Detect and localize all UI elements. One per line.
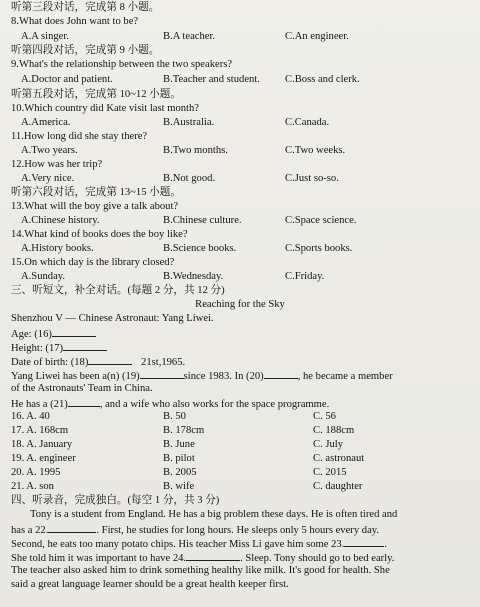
- q14-question: 14.What kind of books does the boy like?: [11, 229, 188, 240]
- section-header-5: 听第五段对话，完成第 10~12 小题。: [11, 89, 181, 100]
- choice-21-c: C. daughter: [313, 481, 363, 492]
- monologue-line-3: [11, 537, 480, 551]
- q11-option-b: B.Two months.: [163, 145, 228, 156]
- q13-option-b: B.Chinese culture.: [163, 215, 242, 226]
- monologue-line-1: Tony is a student from England. He has a big problem these days. He is often tired and: [30, 509, 398, 520]
- answer-blank-22[interactable]: [48, 523, 96, 533]
- choice-16-a: 16. A. 40: [11, 411, 50, 422]
- profile-paragraph-line-2: of the Astronauts' Team in China.: [11, 383, 153, 394]
- height-label: Height: (17): [11, 343, 64, 354]
- q8-question: 8.What does John want to be?: [11, 16, 139, 27]
- answer-blank-21[interactable]: [68, 397, 100, 407]
- para3-part-a: He has a (21): [11, 399, 68, 410]
- para1-part-a: Yang Liwei has been a(n) (19): [11, 371, 140, 382]
- q10-option-b: B.Australia.: [163, 117, 215, 128]
- dob-label: Date of birth: (18): [11, 357, 89, 368]
- q12-option-a: A.Very nice.: [21, 173, 75, 184]
- monologue-l3-part-a: Second, he eats too many potato chips. His teacher Miss Li gave him some 23.: [11, 539, 345, 550]
- age-line: [11, 327, 480, 341]
- q9-option-b: B.Teacher and student.: [163, 74, 260, 85]
- choice-17-b: B. 178cm: [163, 425, 205, 436]
- passage-title: Reaching for the Sky: [195, 299, 285, 310]
- answer-blank-17[interactable]: [63, 341, 107, 351]
- monologue-l2-part-a: has a 22.: [11, 525, 49, 536]
- choice-19-b: B. pilot: [163, 453, 195, 464]
- q10-question: 10.Which country did Kate visit last month?: [11, 103, 200, 114]
- choice-19-a: 19. A. engineer: [11, 453, 76, 464]
- q12-question: 12.How was her trip?: [11, 159, 103, 170]
- choice-21-a: 21. A. son: [11, 481, 54, 492]
- choice-17-a: 17. A. 168cm: [11, 425, 69, 436]
- q14-option-a: A.History books.: [21, 243, 94, 254]
- q15-option-c: C.Friday.: [285, 271, 325, 282]
- q13-question: 13.What will the boy give a talk about?: [11, 201, 179, 212]
- q12-option-c: C.Just so-so.: [285, 173, 339, 184]
- profile-header: Shenzhou V — Chinese Astronaut: Yang Liwei.: [11, 313, 214, 324]
- profile-paragraph-line-1: [11, 369, 480, 383]
- choice-17-c: C. 188cm: [313, 425, 355, 436]
- q10-option-a: A.America.: [21, 117, 71, 128]
- age-label: Age: (16): [11, 329, 52, 340]
- answer-blank-23[interactable]: [344, 537, 384, 547]
- q12-option-b: B.Not good.: [163, 173, 216, 184]
- answer-blank-18[interactable]: [88, 355, 132, 365]
- answer-blank-19[interactable]: [140, 369, 184, 379]
- section-header-6: 听第六段对话，完成第 13~15 小题。: [11, 187, 181, 198]
- q9-option-c: C.Boss and clerk.: [285, 74, 360, 85]
- q13-option-a: A.Chinese history.: [21, 215, 100, 226]
- choice-16-c: C. 56: [313, 411, 336, 422]
- choice-20-c: C. 2015: [313, 467, 347, 478]
- q13-option-c: C.Space science.: [285, 215, 357, 226]
- q15-question: 15.On which day is the library closed?: [11, 257, 175, 268]
- q9-option-a: A.Doctor and patient.: [21, 74, 113, 85]
- answer-blank-16[interactable]: [52, 327, 96, 337]
- choice-18-a: 18. A. January: [11, 439, 73, 450]
- q8-option-b: B.A teacher.: [163, 31, 216, 42]
- answer-blank-20[interactable]: [264, 369, 298, 379]
- q15-option-a: A.Sunday.: [21, 271, 66, 282]
- choice-18-b: B. June: [163, 439, 195, 450]
- profile-paragraph-line-3: [11, 397, 480, 411]
- q11-option-a: A.Two years.: [21, 145, 78, 156]
- answer-blank-24[interactable]: [186, 551, 240, 561]
- monologue-l4-part-b: . Sleep. Tony should go to bed early.: [240, 553, 395, 564]
- dob-tail: 21st,1965.: [141, 357, 186, 368]
- choice-21-b: B. wife: [163, 481, 195, 492]
- part4-title: 四、听录音，完成独白。(每空 1 分，共 3 分): [11, 495, 220, 506]
- part3-title: 三、听短文，补全对话。(每题 2 分，共 12 分): [11, 285, 225, 296]
- choice-20-a: 20. A. 1995: [11, 467, 61, 478]
- q11-option-c: C.Two weeks.: [285, 145, 346, 156]
- monologue-l3-part-b: .: [384, 539, 387, 550]
- q11-question: 11.How long did she stay there?: [11, 131, 148, 142]
- q10-option-c: C.Canada.: [285, 117, 330, 128]
- q8-option-c: C.An engineer.: [285, 31, 349, 42]
- choice-16-b: B. 50: [163, 411, 186, 422]
- q8-option-a: A.A singer.: [21, 31, 69, 42]
- monologue-line-6: said a great language learner should be a great health keeper first.: [11, 579, 289, 590]
- monologue-l2-part-b: . First, he studies for long hours. He sleeps only 5 hours every day.: [96, 525, 380, 536]
- q9-question: 9.What's the relationship between the two speakers?: [11, 59, 233, 70]
- height-line: [11, 341, 480, 355]
- dob-line: [11, 355, 480, 369]
- q14-option-c: C.Sports books.: [285, 243, 353, 254]
- q15-option-b: B.Wednesday.: [163, 271, 224, 282]
- choice-19-c: C. astronaut: [313, 453, 365, 464]
- monologue-line-5: The teacher also asked him to drink something healthy like milk. It's good for health. She: [11, 565, 390, 576]
- para1-part-b: since 1983. In (20): [183, 371, 264, 382]
- para3-part-b: , and a wife who also works for the space programme.: [99, 399, 330, 410]
- monologue-l4-part-a: She told him it was important to have 24.: [11, 553, 187, 564]
- section-header-4: 听第四段对话，完成第 9 小题。: [11, 45, 160, 56]
- q14-option-b: B.Science books.: [163, 243, 237, 254]
- choice-18-c: C. July: [313, 439, 344, 450]
- monologue-line-2: [11, 523, 480, 537]
- choice-20-b: B. 2005: [163, 467, 197, 478]
- monologue-line-4: [11, 551, 480, 565]
- para1-part-c: , he became a member: [297, 371, 393, 382]
- section-header-3: 听第三段对话，完成第 8 小题。: [11, 2, 160, 13]
